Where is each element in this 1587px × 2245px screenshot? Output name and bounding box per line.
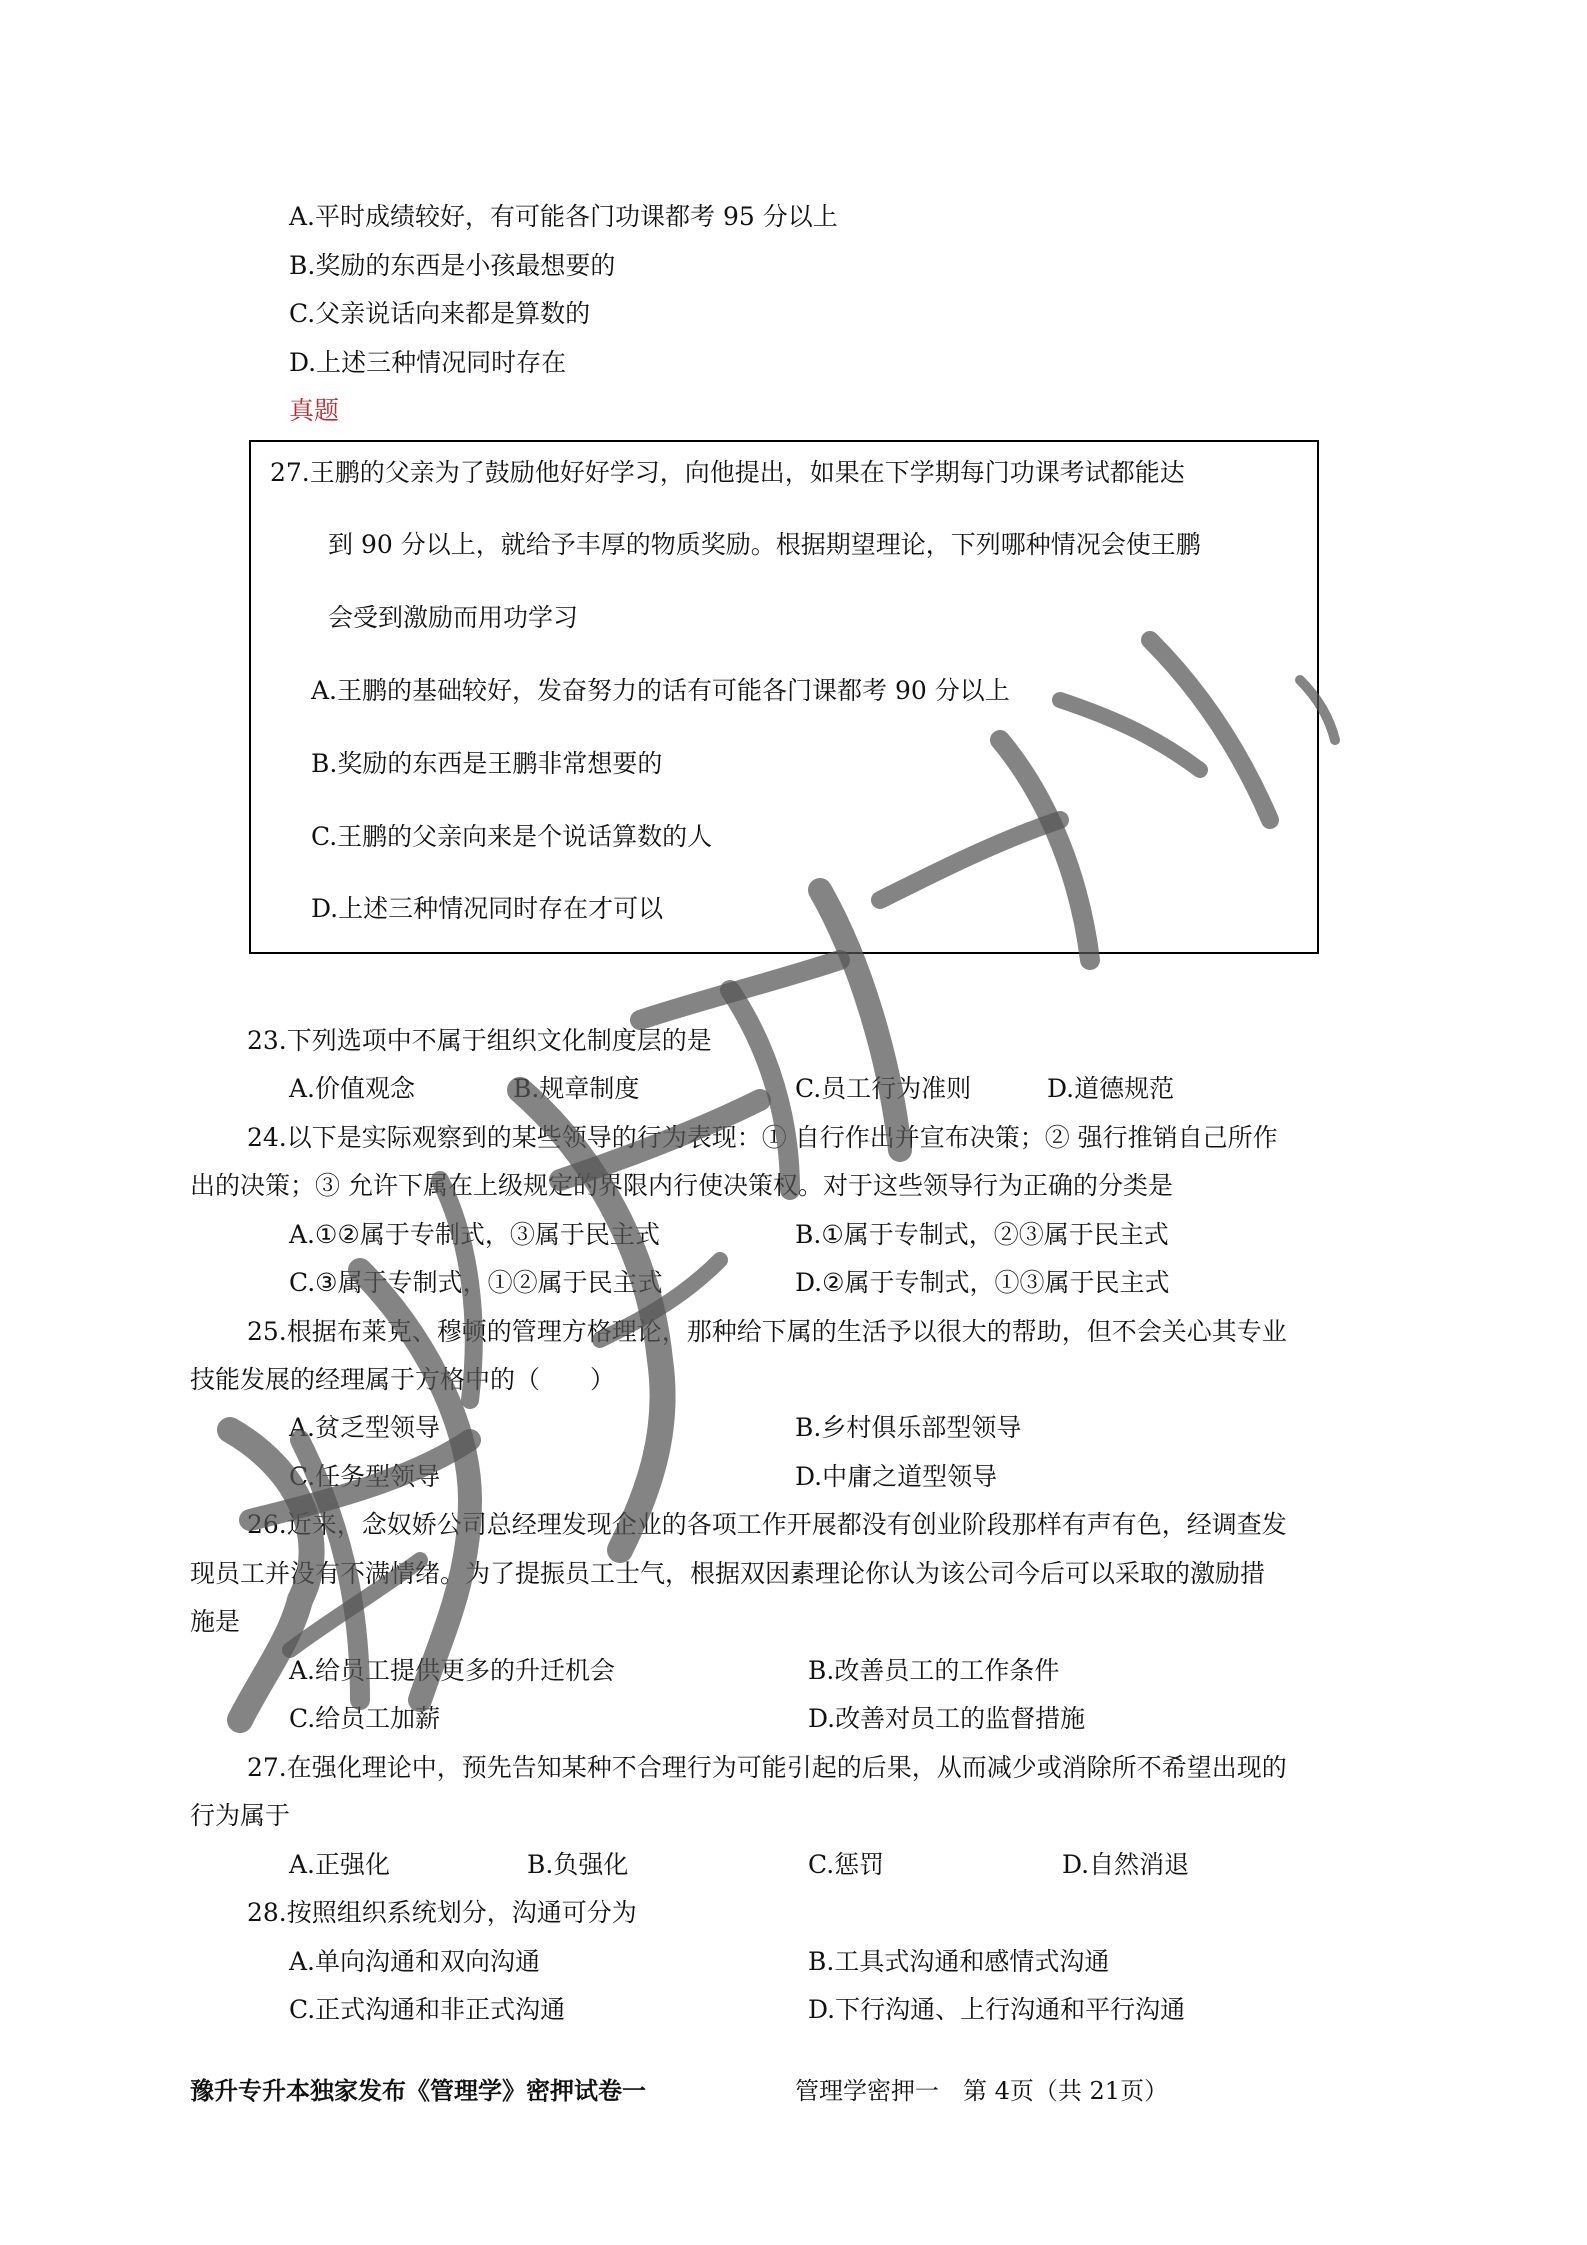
q28-option-c: C.正式沟通和非正式沟通: [289, 1995, 566, 2024]
q24-option-b: B.①属于专制式，②③属于民主式: [795, 1220, 1169, 1249]
prev-option-a: A.平时成绩较好，有可能各门功课都考 95 分以上: [289, 202, 838, 231]
boxed-stem-line-3: 会受到激励而用功学习: [328, 603, 579, 632]
prev-option-d: D.上述三种情况同时存在: [289, 348, 567, 377]
boxed-stem-line-2: 到 90 分以上，就给予丰厚的物质奖励。根据期望理论，下列哪种情况会使王鹏: [328, 530, 1201, 559]
q26-option-c: C.给员工加薪: [289, 1704, 441, 1733]
q26-option-a: A.给员工提供更多的升迁机会: [289, 1656, 616, 1685]
q23-option-a: A.价值观念: [289, 1074, 416, 1103]
q27-option-a: A.正强化: [289, 1850, 391, 1879]
q23-stem: 23.下列选项中不属于组织文化制度层的是: [247, 1026, 712, 1055]
q23-option-c: C.员工行为准则: [795, 1074, 972, 1103]
q24-option-a: A.①②属于专制式，③属于民主式: [289, 1220, 660, 1249]
q25-option-b: B.乡村俱乐部型领导: [795, 1413, 1022, 1442]
q28-stem: 28.按照组织系统划分，沟通可分为: [247, 1898, 637, 1927]
q27-option-b: B.负强化: [527, 1850, 629, 1879]
q24-option-c: C.③属于专制式，①②属于民主式: [289, 1268, 663, 1297]
q23-option-d: D.道德规范: [1047, 1074, 1175, 1103]
footer-page-info: 管理学密押一 第 4页（共 21页）: [795, 2077, 1169, 2105]
q26-stem-line-2: 现员工并没有不满情绪。为了提振员工士气，根据双因素理论你认为该公司今后可以采取的激励措: [190, 1559, 1266, 1588]
q25-option-d: D.中庸之道型领导: [795, 1462, 998, 1491]
boxed-option-a: A.王鹏的基础较好，发奋努力的话有可能各门课都考 90 分以上: [311, 676, 1010, 705]
q28-option-d: D.下行沟通、上行沟通和平行沟通: [808, 1995, 1186, 2024]
boxed-option-c: C.王鹏的父亲向来是个说话算数的人: [311, 822, 713, 851]
q24-stem-line-1: 24.以下是实际观察到的某些领导的行为表现：① 自行作出并宣布决策；② 强行推销自己所作: [247, 1123, 1278, 1152]
q27-stem-line-1: 27.在强化理论中，预先告知某种不合理行为可能引起的后果，从而减少或消除所不希望出现的: [247, 1753, 1287, 1782]
q26-stem-line-3: 施是: [190, 1607, 241, 1636]
q25-option-a: A.贫乏型领导: [289, 1413, 441, 1442]
q24-stem-line-2: 出的决策；③ 允许下属在上级规定的界限内行使决策权。对于这些领导行为正确的分类是: [190, 1171, 1173, 1200]
prev-option-c: C.父亲说话向来都是算数的: [289, 299, 591, 328]
boxed-option-d: D.上述三种情况同时存在才可以: [311, 894, 664, 923]
prev-option-b: B.奖励的东西是小孩最想要的: [289, 251, 616, 280]
footer-title: 豫升专升本独家发布《管理学》密押试卷一: [190, 2076, 646, 2105]
q23-option-b: B.规章制度: [513, 1074, 640, 1103]
q26-option-b: B.改善员工的工作条件: [808, 1656, 1060, 1685]
boxed-stem-line-1: 27.王鹏的父亲为了鼓励他好好学习，向他提出，如果在下学期每门功课考试都能达: [270, 458, 1185, 487]
q28-option-b: B.工具式沟通和感情式沟通: [808, 1947, 1110, 1976]
q28-option-a: A.单向沟通和双向沟通: [289, 1947, 541, 1976]
q25-option-c: C.任务型领导: [289, 1462, 441, 1491]
q25-stem-line-2: 技能发展的经理属于方格中的（ ）: [190, 1365, 616, 1394]
real-exam-label: 真题: [289, 396, 340, 425]
q26-stem-line-1: 26.近来，念奴娇公司总经理发现企业的各项工作开展都没有创业阶段那样有声有色，经调查发: [247, 1510, 1287, 1539]
boxed-option-b: B.奖励的东西是王鹏非常想要的: [311, 749, 663, 778]
q24-option-d: D.②属于专制式，①③属于民主式: [795, 1268, 1170, 1297]
q25-stem-line-1: 25.根据布莱克、穆顿的管理方格理论，那种给下属的生活予以很大的帮助，但不会关心其专业: [247, 1317, 1287, 1346]
q27-option-d: D.自然消退: [1062, 1850, 1190, 1879]
q26-option-d: D.改善对员工的监督措施: [808, 1704, 1086, 1733]
q27-option-c: C.惩罚: [808, 1850, 885, 1879]
q27-stem-line-2: 行为属于: [190, 1801, 291, 1830]
